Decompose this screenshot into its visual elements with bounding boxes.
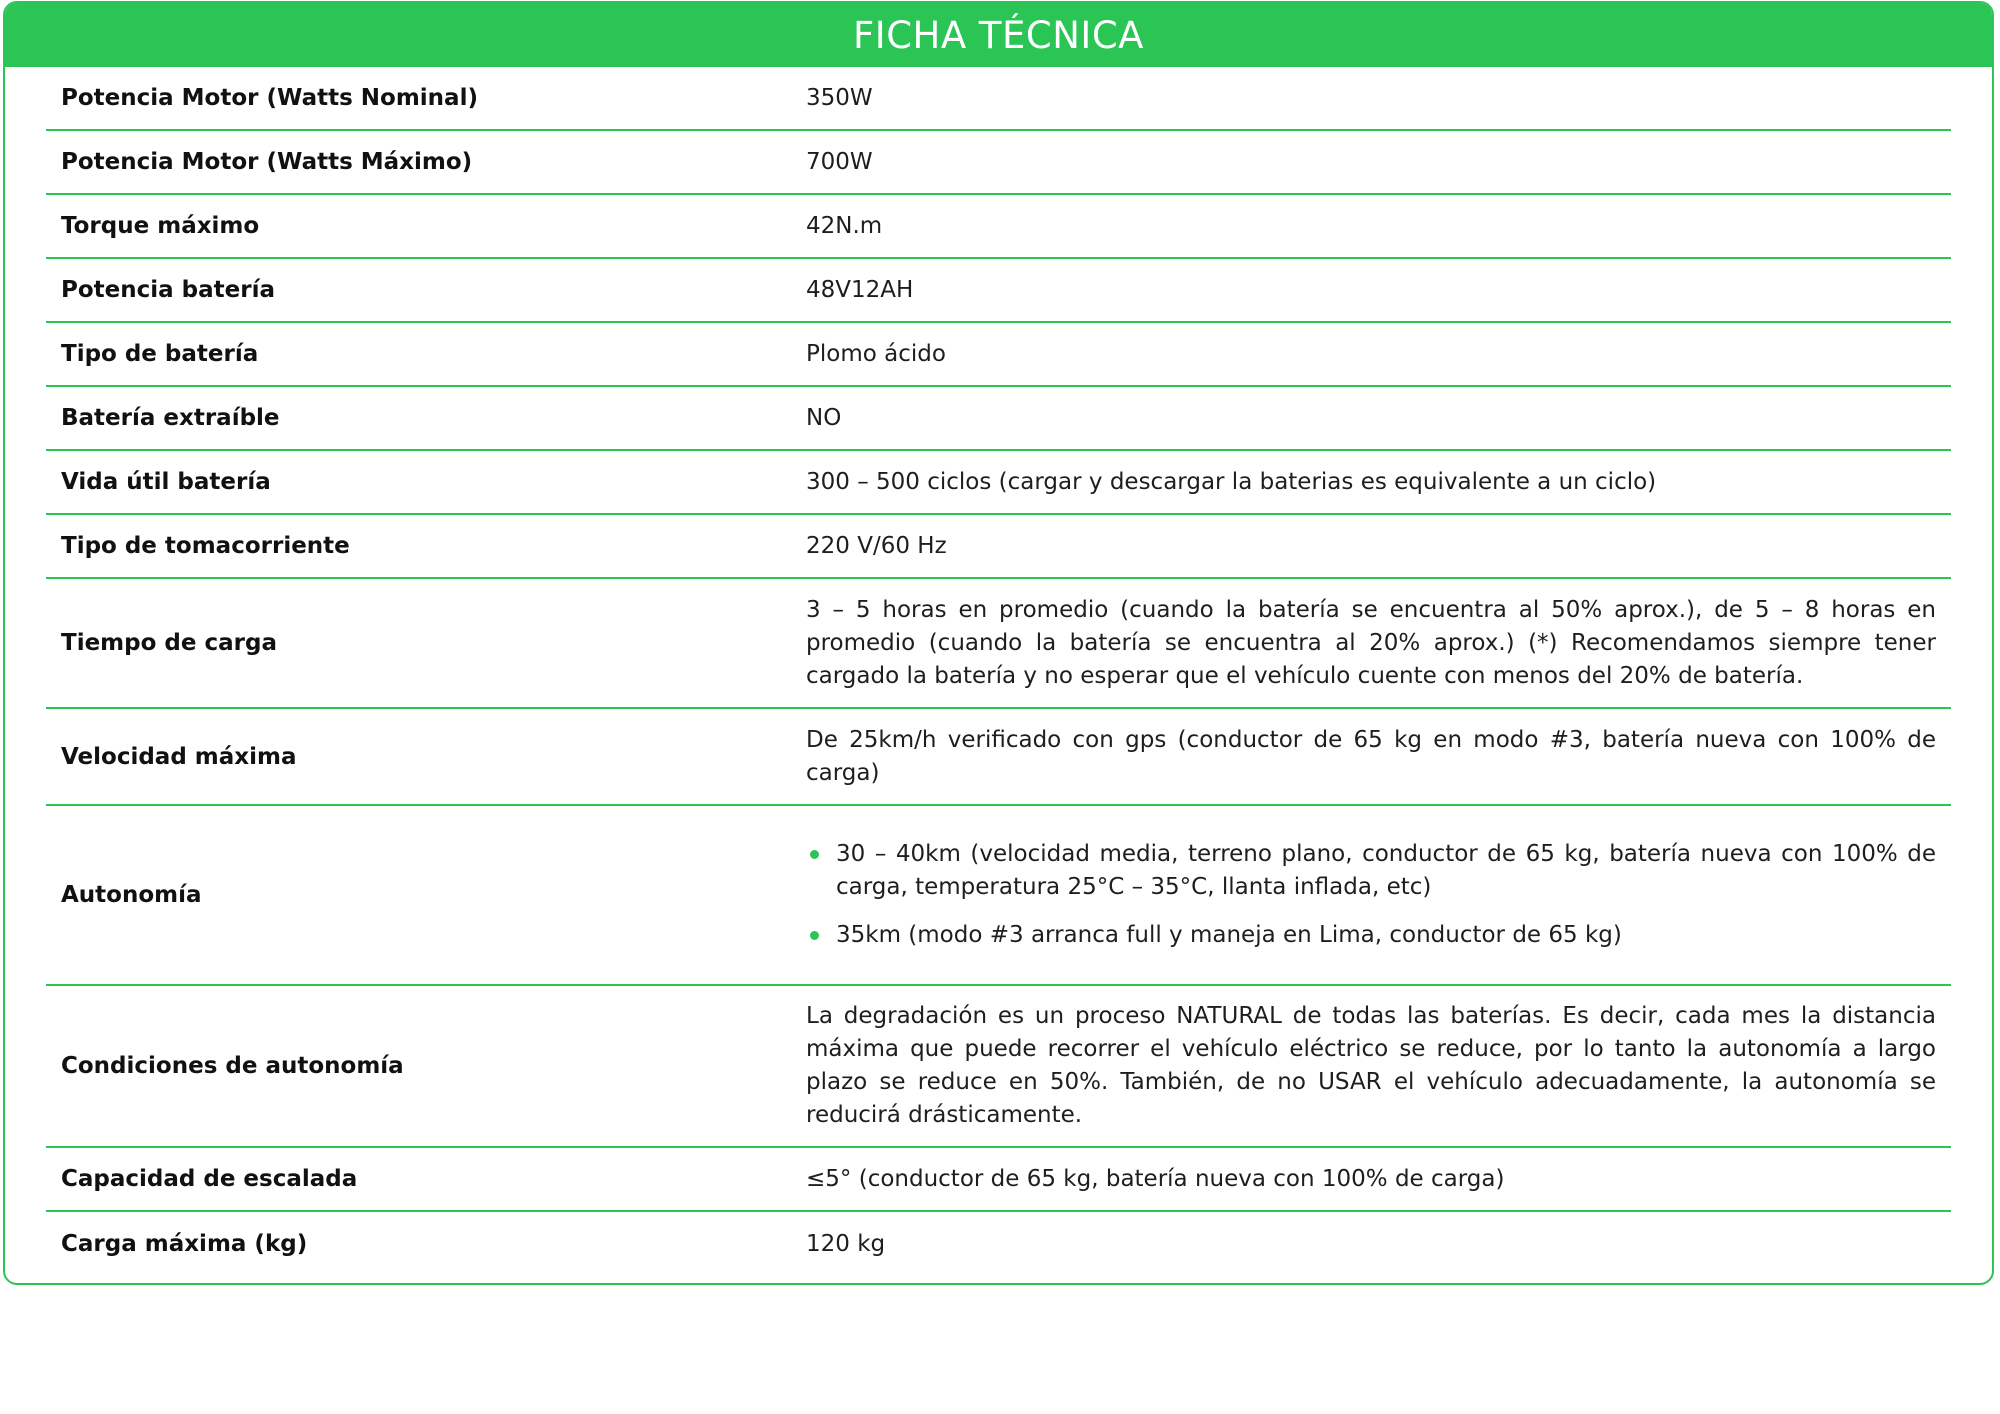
spec-label: Capacidad de escalada <box>61 1166 358 1192</box>
spec-label: Carga máxima (kg) <box>61 1231 308 1257</box>
spec-row-motor-max <box>46 131 1951 195</box>
spec-label: Velocidad máxima <box>61 743 297 770</box>
spec-value: 3 – 5 horas en promedio (cuando la batería se encuentra al 50% aprox.), de 5 – 8 horas en promedio (cuando la batería se encuentra al 20% aprox.) (*) Recomendamos siempre tener cargado la batería y no esperar que el vehículo cuente con menos del 20% de batería. <box>806 596 1936 689</box>
spec-value: 120 kg <box>806 1230 886 1257</box>
spec-row-battery-life <box>46 451 1951 515</box>
spec-row-motor-nominal <box>46 67 1951 131</box>
list-item <box>806 919 1936 952</box>
spec-sheet-title: FICHA TÉCNICA <box>853 13 1144 57</box>
spec-sheet-card <box>3 1 1994 1285</box>
spec-value: 300 – 500 ciclos (cargar y descargar la baterias es equivalente a un ciclo) <box>806 468 1657 495</box>
spec-label: Batería extraíble <box>61 405 280 431</box>
spec-row-battery-removable <box>46 387 1951 451</box>
spec-label: Condiciones de autonomía <box>61 1053 404 1079</box>
spec-sheet-header <box>5 3 1992 67</box>
spec-value: NO <box>806 404 842 431</box>
spec-row-climbing <box>46 1148 1951 1212</box>
spec-value: La degradación es un proceso NATURAL de todas las baterías. Es decir, cada mes la distancia máxima que puede recorrer el vehículo eléctrico se reduce, por lo tanto la autonomía a largo plazo se reduce en 50%. También, de no USAR el vehículo adecuadamente, la autonomía se reducirá drásticamente. <box>806 1003 1936 1128</box>
spec-value: ≤5° (conductor de 65 kg, batería nueva con 100% de carga) <box>806 1165 1505 1192</box>
spec-label: Potencia batería <box>61 277 275 303</box>
bullet-text: 35km (modo #3 arranca full y maneja en Lima, conductor de 65 kg) <box>836 922 1622 948</box>
spec-value: 220 V/60 Hz <box>806 532 947 559</box>
spec-row-battery-type <box>46 323 1951 387</box>
spec-label: Autonomía <box>61 882 202 908</box>
spec-value: Plomo ácido <box>806 340 946 367</box>
spec-label: Vida útil batería <box>61 469 271 495</box>
range-bullet-list <box>806 838 1936 952</box>
spec-label: Potencia Motor (Watts Nominal) <box>61 85 478 111</box>
spec-label: Potencia Motor (Watts Máximo) <box>61 149 473 175</box>
spec-value: 48V12AH <box>806 276 914 303</box>
spec-row-torque <box>46 195 1951 259</box>
spec-row-max-load <box>46 1212 1951 1276</box>
spec-row-max-speed <box>46 709 1951 806</box>
spec-label: Tipo de batería <box>61 341 259 367</box>
spec-table <box>46 67 1951 1276</box>
spec-row-battery-power <box>46 259 1951 323</box>
bullet-dot-icon <box>810 931 819 940</box>
list-item <box>806 838 1936 904</box>
spec-value: De 25km/h verificado con gps (conductor de 65 kg en modo #3, batería nueva con 100% de carga) <box>806 726 1936 786</box>
spec-label: Tiempo de carga <box>61 630 277 656</box>
spec-value: 700W <box>806 148 873 175</box>
spec-value-list <box>806 838 1951 952</box>
bullet-text: 30 – 40km (velocidad media, terreno plano, conductor de 65 kg, batería nueva con 100% de carga, temperatura 25°C – 35°C, llanta inflada, etc) <box>836 841 1936 900</box>
spec-value: 350W <box>806 84 873 111</box>
spec-row-charge-time <box>46 579 1951 709</box>
spec-label: Torque máximo <box>61 213 260 239</box>
spec-row-outlet-type <box>46 515 1951 579</box>
spec-value: 42N.m <box>806 212 883 239</box>
bullet-dot-icon <box>810 850 819 859</box>
spec-label: Tipo de tomacorriente <box>61 533 350 559</box>
spec-row-range-conditions <box>46 986 1951 1148</box>
spec-row-range <box>46 806 1951 986</box>
